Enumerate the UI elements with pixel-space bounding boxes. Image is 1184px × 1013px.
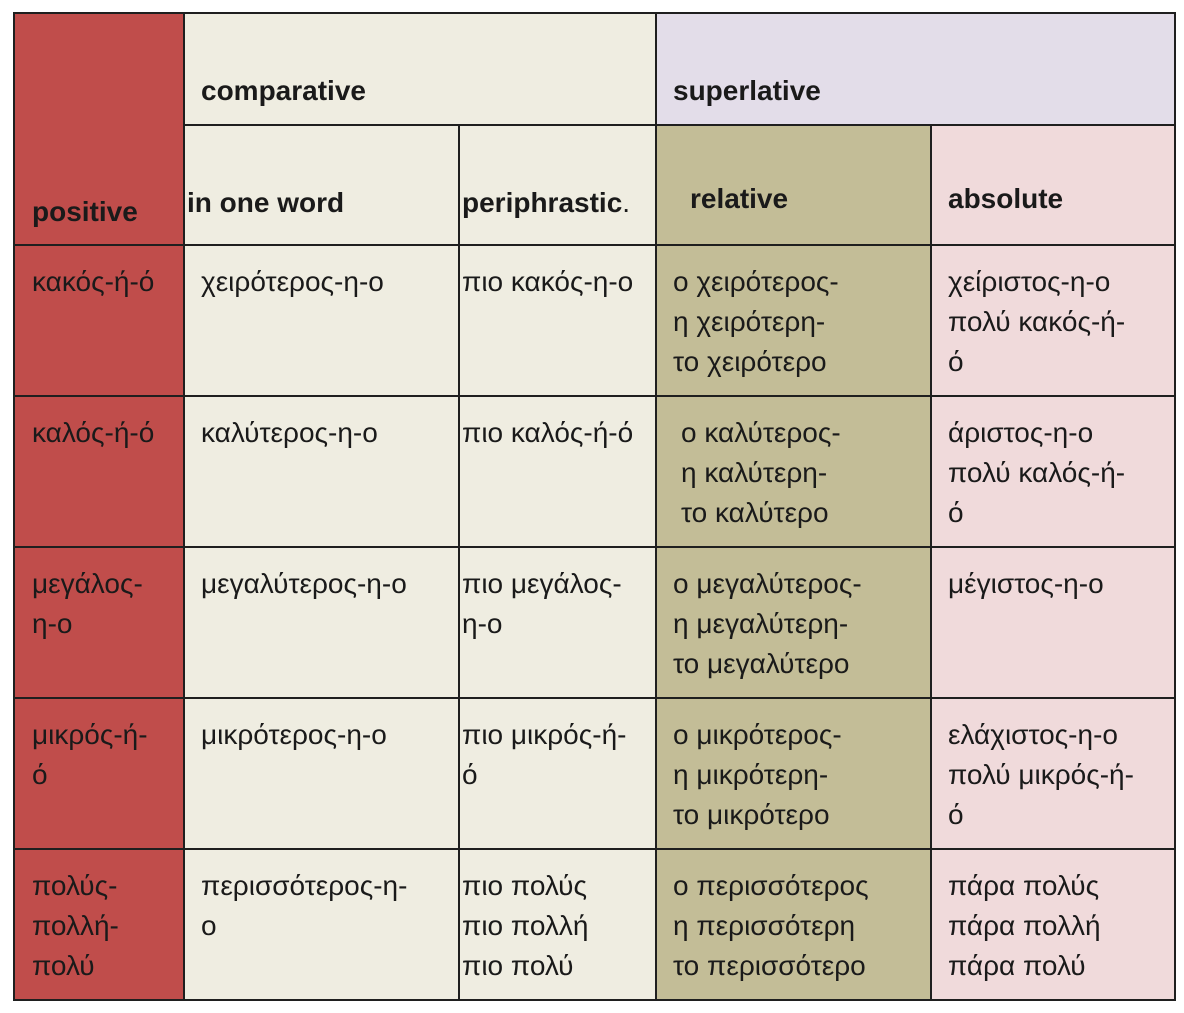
table-body <box>14 245 1175 1000</box>
table-row <box>14 698 1175 849</box>
cell-line: κακός-ή-ό <box>32 266 155 297</box>
cell-line: ελάχιστος-η-ο <box>948 719 1118 750</box>
cell-line: μεγάλος- <box>32 568 143 599</box>
header-row-top <box>14 13 1175 125</box>
cell-line: μεγαλύτερος-η-ο <box>201 568 407 599</box>
cell-line: το μεγαλύτερο <box>673 648 850 679</box>
relative-cell <box>656 245 931 396</box>
absolute-cell <box>931 245 1175 396</box>
in-one-word-cell <box>184 396 459 547</box>
periphrastic-text <box>460 397 655 453</box>
positive-header: positive <box>32 196 138 227</box>
absolute-text <box>932 850 1174 986</box>
periphrastic-header-wrap <box>460 126 655 223</box>
cell-line: η μεγαλύτερη- <box>673 608 849 639</box>
cell-line: ό <box>462 759 478 790</box>
cell-line: μικρότερος-η-ο <box>201 719 387 750</box>
cell-line: περισσότερος-η- <box>201 870 408 901</box>
cell-line: μικρός-ή- <box>32 719 148 750</box>
positive-text <box>15 850 183 986</box>
positive-header-cell <box>14 13 184 245</box>
cell-line: πολύ κακός-ή- <box>948 306 1126 337</box>
in-one-word-text <box>185 699 458 755</box>
positive-text <box>15 548 183 644</box>
cell-line: η-ο <box>462 608 503 639</box>
cell-line: η χειρότερη- <box>673 306 826 337</box>
positive-cell <box>14 245 184 396</box>
absolute-cell <box>931 849 1175 1000</box>
cell-line: ο χειρότερος- <box>673 266 839 297</box>
cell-line: άριστος-η-ο <box>948 417 1094 448</box>
comparative-header: comparative <box>201 75 366 106</box>
relative-header-cell <box>656 125 931 245</box>
positive-text <box>15 246 183 302</box>
cell-line: πιο μικρός-ή- <box>462 719 627 750</box>
cell-line: πολύς- <box>32 870 118 901</box>
absolute-header: absolute <box>948 183 1064 214</box>
cell-line: πάρα πολλή <box>948 910 1101 941</box>
cell-line: πιο μεγάλος- <box>462 568 622 599</box>
cell-line: μέγιστος-η-ο <box>948 568 1104 599</box>
in-one-word-text <box>185 548 458 604</box>
cell-line: καλύτερος-η-ο <box>201 417 378 448</box>
positive-text <box>15 397 183 453</box>
relative-text <box>657 246 930 382</box>
relative-cell <box>656 547 931 698</box>
table-row <box>14 245 1175 396</box>
relative-cell <box>656 396 931 547</box>
header-row-sub <box>14 125 1175 245</box>
relative-cell <box>656 849 931 1000</box>
cell-line: ό <box>948 346 964 377</box>
cell-line: πολύ καλός-ή- <box>948 457 1126 488</box>
adjective-degrees-table <box>13 12 1176 1001</box>
superlative-header-cell <box>656 13 1175 125</box>
absolute-header-cell <box>931 125 1175 245</box>
cell-line: το περισσότερο <box>673 950 866 981</box>
cell-line: καλός-ή-ό <box>32 417 155 448</box>
positive-cell <box>14 396 184 547</box>
cell-line: ο μικρότερος- <box>673 719 842 750</box>
cell-line: ό <box>948 799 964 830</box>
periphrastic-text <box>460 850 655 986</box>
cell-line: πιο πολλή <box>462 910 589 941</box>
cell-line: ό <box>32 759 48 790</box>
in-one-word-text <box>185 850 458 946</box>
cell-line: πολλή- <box>32 910 119 941</box>
periphrastic-text <box>460 548 655 644</box>
cell-line: ό <box>948 497 964 528</box>
in-one-word-cell <box>184 245 459 396</box>
cell-line: πάρα πολύς <box>948 870 1100 901</box>
absolute-text <box>932 397 1174 533</box>
in-one-word-header-cell <box>184 125 459 245</box>
relative-text <box>657 850 930 986</box>
in-one-word-cell <box>184 698 459 849</box>
periphrastic-cell <box>459 245 656 396</box>
table-row <box>14 547 1175 698</box>
cell-line: χείριστος-η-ο <box>948 266 1111 297</box>
cell-line: πιο πολύ <box>462 950 574 981</box>
cell-line: το μικρότερο <box>673 799 830 830</box>
cell-line: η-ο <box>32 608 73 639</box>
cell-line: το χειρότερο <box>673 346 827 377</box>
in-one-word-cell <box>184 849 459 1000</box>
periphrastic-header: periphrastic <box>462 187 623 218</box>
periphrastic-cell <box>459 849 656 1000</box>
relative-header: relative <box>690 183 789 214</box>
superlative-header: superlative <box>673 75 821 106</box>
positive-cell <box>14 547 184 698</box>
cell-line: πολύ μικρός-ή- <box>948 759 1134 790</box>
cell-line: χειρότερος-η-ο <box>201 266 384 297</box>
positive-text <box>15 699 183 795</box>
cell-line: πολύ <box>32 950 95 981</box>
periphrastic-cell <box>459 547 656 698</box>
in-one-word-text <box>185 397 458 453</box>
comparison-table-container <box>13 12 1176 1001</box>
periphrastic-text <box>460 699 655 795</box>
cell-line: το καλύτερο <box>681 497 829 528</box>
table-row <box>14 849 1175 1000</box>
cell-line: η μικρότερη- <box>673 759 829 790</box>
periphrastic-cell <box>459 396 656 547</box>
in-one-word-text <box>185 246 458 302</box>
absolute-text <box>932 699 1174 835</box>
absolute-text <box>932 548 1174 604</box>
cell-line: πιο κακός-η-ο <box>462 266 634 297</box>
positive-cell <box>14 698 184 849</box>
relative-cell <box>656 698 931 849</box>
periphrastic-text <box>460 246 655 302</box>
cell-line: ο καλύτερος- <box>681 417 841 448</box>
absolute-cell <box>931 698 1175 849</box>
cell-line: πάρα πολύ <box>948 950 1086 981</box>
absolute-text <box>932 246 1174 382</box>
cell-line: ο μεγαλύτερος- <box>673 568 862 599</box>
table-row <box>14 396 1175 547</box>
cell-line: η περισσότερη <box>673 910 856 941</box>
periphrastic-header-dot: . <box>622 187 631 218</box>
cell-line: πιο πολύς <box>462 870 587 901</box>
in-one-word-cell <box>184 547 459 698</box>
relative-text <box>657 548 930 684</box>
cell-line: ο περισσότερος <box>673 870 869 901</box>
periphrastic-cell <box>459 698 656 849</box>
absolute-cell <box>931 547 1175 698</box>
in-one-word-header: in one word <box>187 187 345 218</box>
positive-cell <box>14 849 184 1000</box>
cell-line: η καλύτερη- <box>681 457 828 488</box>
relative-text <box>657 397 930 533</box>
relative-text <box>657 699 930 835</box>
cell-line: πιο καλός-ή-ό <box>462 417 634 448</box>
absolute-cell <box>931 396 1175 547</box>
cell-line: ο <box>201 910 217 941</box>
periphrastic-header-cell <box>459 125 656 245</box>
comparative-header-cell <box>184 13 656 125</box>
